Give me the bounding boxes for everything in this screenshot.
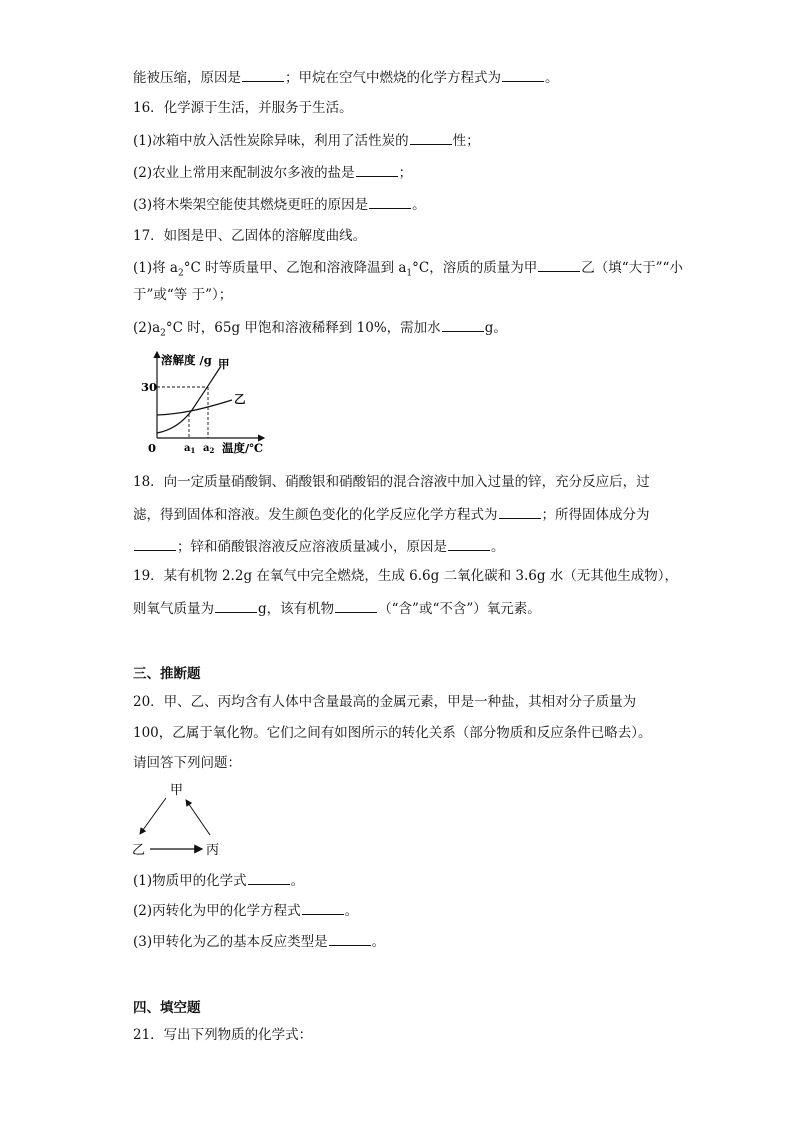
line-text: 。 [290, 873, 305, 889]
l20 [133, 901, 358, 920]
y-tick-30: 30 [141, 380, 158, 394]
y-axis-label: 溶解度 /g [161, 353, 212, 367]
line-text: 。 [491, 539, 505, 555]
answer-blank[interactable] [248, 871, 290, 885]
l14 [133, 599, 541, 618]
line-text: (2)丙转化为甲的化学方程式 [133, 903, 301, 919]
l19 [133, 871, 304, 890]
answer-blank[interactable] [442, 318, 484, 332]
l8 [133, 286, 232, 304]
answer-blank[interactable] [356, 163, 398, 177]
line-text: (2)农业上常用来配制波尔多液的盐是 [133, 165, 355, 181]
l21 [133, 932, 385, 951]
q17-2-c: g。 [484, 320, 507, 336]
line-text: 请回答下列问题： [133, 755, 241, 771]
answer-blank[interactable] [215, 599, 257, 613]
answer-blank[interactable] [499, 505, 541, 519]
answer-blank[interactable] [242, 68, 284, 82]
answer-blank[interactable] [335, 599, 377, 613]
series-label-yi: 乙 [234, 392, 246, 406]
line-text: (1)物质甲的化学式 [133, 873, 247, 889]
line-text: 20．甲、乙、丙均含有人体中含量最高的金属元素，甲是一种盐，其相对分子质量为 [133, 694, 637, 710]
q17-part1 [133, 258, 683, 283]
q17-2-b: °C 时，65g 甲饱和溶液稀释到 10%，需加水 [165, 320, 441, 336]
q17-2-s1: 2 [160, 328, 166, 339]
series-label-jia: 甲 [218, 357, 230, 371]
answer-blank[interactable] [134, 537, 176, 551]
node-yi: 乙 [132, 843, 146, 858]
arrow-bing-to-jia [186, 800, 210, 835]
l2 [133, 99, 353, 117]
l22 [133, 999, 201, 1017]
l13 [133, 567, 678, 585]
q17-2-a: (2)a [133, 320, 161, 336]
q17-1-c: °C，溶质的质量为甲 [412, 260, 538, 276]
l4 [133, 163, 412, 182]
line-text: ； [398, 165, 413, 181]
l10 [133, 473, 650, 491]
line-text: （“含”或“不含”）氧元素。 [378, 601, 541, 617]
line-text: 17．如图是甲、乙固体的溶解度曲线。 [133, 228, 367, 244]
line-text: 滤，得到固体和溶液。发生颜色变化的化学反应化学方程式为 [133, 507, 498, 523]
line-text: 100，乙属于氧化物。它们之间有如图所示的转化关系（部分物质和反应条件已略去）。 [133, 725, 652, 741]
origin-label: 0 [148, 441, 157, 455]
line-text: 16．化学源于生活，并服务于生活。 [133, 100, 353, 116]
line-text: (1)冰箱中放入活性炭除异味，利用了活性炭的 [133, 133, 409, 149]
conversion-diagram [130, 778, 230, 860]
q17-1-d: 乙（填“大于”“小 [581, 260, 683, 276]
answer-blank[interactable] [538, 258, 580, 272]
line-text: 。 [545, 70, 559, 86]
line-text: 性； [452, 133, 480, 149]
line-text: 21．写出下列物质的化学式： [133, 1027, 313, 1043]
l5 [133, 195, 426, 214]
curve-yi [157, 400, 232, 415]
line-text: 于”或“等 于”）； [133, 287, 233, 303]
node-jia: 甲 [170, 783, 184, 798]
answer-blank[interactable] [448, 537, 490, 551]
arrow-jia-to-yi [140, 798, 166, 834]
line-text: 19．某有机物 2.2g 在氧气中完全燃烧，生成 6.6g 二氧化碳和 3.6g 水（无其他生成物）， [133, 568, 679, 584]
x-axis-label: 温度/℃ [222, 441, 263, 455]
line-text: 则氧气质量为 [133, 601, 214, 617]
q17-1-s2: 1 [406, 268, 413, 279]
node-bing: 丙 [206, 843, 220, 858]
q17-1-s1: 2 [177, 268, 184, 279]
line-text: 能被压缩，原因是 [133, 70, 241, 86]
l6 [133, 227, 366, 245]
curve-jia [157, 366, 221, 433]
line-text: 三、推断题 [133, 666, 201, 682]
answer-blank[interactable] [302, 901, 344, 915]
line-text: 。 [412, 197, 426, 213]
l18 [133, 754, 241, 772]
line-text: 四、填空题 [133, 1000, 201, 1016]
x-tick-a1: $a_1$ [184, 443, 196, 455]
line-text: 18．向一定质量硝酸铜、硝酸银和硝酸铝的混合溶液中加入过量的锌，充分反应后，过 [133, 474, 650, 490]
line-text: (3)甲转化为乙的基本反应类型是 [133, 934, 328, 950]
x-tick-a2: $a_2$ [203, 443, 215, 455]
answer-blank[interactable] [410, 131, 452, 145]
l11 [133, 505, 650, 524]
solubility-chart [140, 348, 280, 458]
q17-1-b: °C 时等质量甲、乙饱和溶液降温到 a [183, 260, 407, 276]
q17-part2 [133, 318, 507, 343]
l16 [133, 693, 636, 711]
line-text: ；锌和硝酸银溶液反应溶液质量减小，原因是 [177, 539, 447, 555]
answer-blank[interactable] [502, 68, 544, 82]
answer-blank[interactable] [329, 932, 371, 946]
line-text: ；所得固体成分为 [541, 507, 650, 523]
l12 [133, 537, 505, 556]
l17 [133, 724, 652, 742]
l23 [133, 1026, 312, 1044]
l3 [133, 131, 480, 150]
answer-blank[interactable] [369, 195, 411, 209]
line-text: 。 [344, 903, 359, 919]
q17-1-a: (1)将 a [133, 260, 178, 276]
line-text: g，该有机物 [258, 601, 335, 617]
line-text: 。 [371, 934, 386, 950]
line-text: (3)将木柴架空能使其燃烧更旺的原因是 [133, 197, 369, 213]
l15 [133, 665, 201, 683]
l1 [133, 68, 559, 87]
line-text: ；甲烷在空气中燃烧的化学方程式为 [285, 70, 501, 86]
